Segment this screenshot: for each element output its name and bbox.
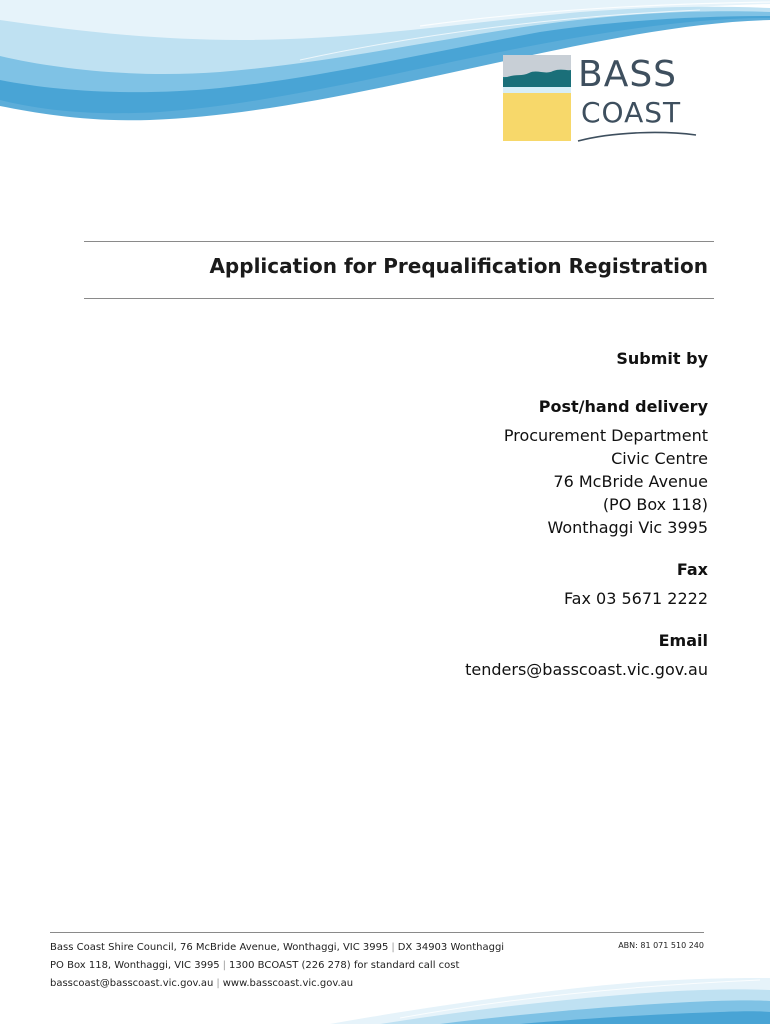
document-title: Application for Prequalification Registration [209,254,708,278]
footer-wave-decoration [0,960,770,1024]
footer-website-link[interactable]: www.basscoast.vic.gov.au [222,978,354,989]
footer-separator: | [222,960,227,971]
email-address: tenders@basscoast.vic.gov.au [465,660,708,679]
footer-dx: DX 34903 Wonthaggi [397,942,505,953]
bass-coast-logo [503,55,703,145]
address-line: 76 McBride Avenue [553,472,708,491]
fax-number: Fax 03 5671 2222 [563,589,708,608]
footer-separator: | [391,942,395,953]
footer-divider [50,932,704,933]
address-line: Civic Centre [611,449,708,468]
fax-heading: Fax [676,560,708,579]
logo-word-coast: COAST [581,96,682,129]
address-line: (PO Box 118) [602,495,708,514]
title-top-divider [84,241,714,242]
email-heading: Email [658,631,708,650]
title-bottom-divider [84,298,714,299]
footer-po-box: PO Box 118, Wonthaggi, VIC 3995 [50,960,220,971]
footer-email-link[interactable]: basscoast@basscoast.vic.gov.au [50,978,214,989]
address-line: Wonthaggi Vic 3995 [547,518,708,537]
logo-underline-swoosh [576,129,698,143]
footer-line [50,939,590,957]
logo-word-bass: BASS [578,54,678,95]
footer-abn: ABN: 81 071 510 240 [618,941,704,950]
footer-separator: | [216,978,220,989]
submit-by-heading: Submit by [616,349,708,368]
logo-landscape-icon [503,55,571,141]
footer-address: Bass Coast Shire Council, 76 McBride Avenue, Wonthaggi, VIC 3995 [50,942,389,953]
address-line: Procurement Department [503,426,708,445]
post-delivery-heading: Post/hand delivery [538,397,708,416]
footer-phone: 1300 BCOAST (226 278) for standard call cost [229,960,460,971]
submission-details [288,348,708,681]
